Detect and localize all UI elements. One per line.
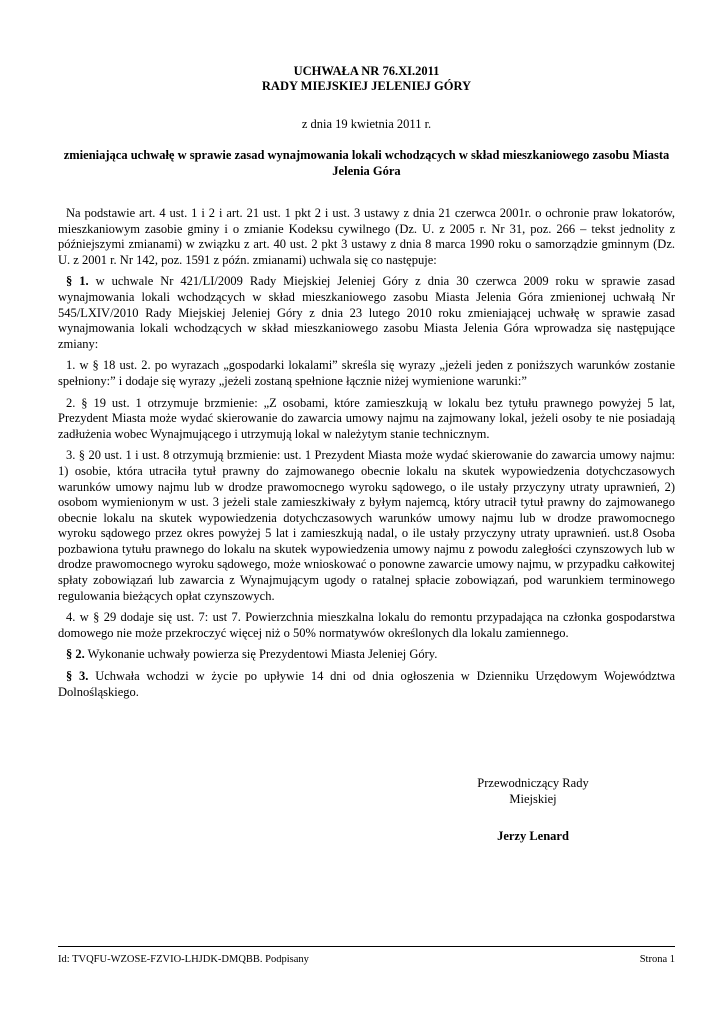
resolution-subject: zmieniająca uchwałę w sprawie zasad wynajmowania lokali wchodzących w skład mieszkaniowego zasobu Miasta Jelenia Góra (63, 148, 670, 178)
footer-divider (58, 946, 675, 947)
paragraph-2-text: Wykonanie uchwały powierza się Prezydentowi Miasta Jeleniej Góry. (87, 647, 438, 662)
paragraph-2-mark: § 2. (66, 647, 85, 662)
page-number: Strona 1 (639, 954, 675, 965)
resolution-date: z dnia 19 kwietnia 2011 r. (301, 117, 432, 131)
intro-paragraph: Na podstawie art. 4 ust. 1 i 2 i art. 21 ust. 1 pkt 2 i ust. 3 ustawy z dnia 21 czerwca 2001r. o ochronie praw lokatorów, mieszkaniowym zasobie gminy i o zmianie Kodeksu cywilnego (Dz. U. z 2005 r. Nr 31, poz. 266 – tekst jednolity z późniejszymi zmianami) w związku z art. 40 ust. 2 pkt 3 ustawy z dnia 8 marca 1990 roku o samorządzie gminnym (Dz. U. z 2001 r. Nr 142, poz. 1591 z późn. zmianami) uchwala się co następuje: (58, 206, 675, 267)
paragraph-3-text: Uchwała wchodzi w życie po upływie 14 dni od dnia ogłoszenia w Dzienniku Urzędowym Województwa Dolnośląskiego. (58, 669, 676, 699)
title-line-1: UCHWAŁA NR 76.XI.2011 (293, 64, 440, 78)
paragraph-2 (58, 647, 675, 663)
paragraph-3 (58, 669, 675, 700)
paragraph-3-mark: § 3. (66, 669, 89, 684)
paragraph-1 (58, 274, 675, 352)
amendment-item-2: 2. § 19 ust. 1 otrzymuje brzmienie: „Z osobami, które zamieszkują w lokalu bez tytułu prawnego powyżej 5 lat, Prezydent Miasta może wydać skierowanie do zawarcia umowy najmu na zajmowany lokal, jeżeli osoby te nie posiadają zadłużenia wobec Wynajmującego i utrzymują lokal w należytym stanie technicznym. (58, 395, 675, 441)
signatory-role-line-1: Przewodniczący Rady (477, 776, 589, 790)
resolution-title (58, 64, 675, 94)
amendment-item-4: 4. w § 29 dodaje się ust. 7: ust 7. Powierzchnia mieszkalna lokalu do remontu przypadająca na członka gospodarstwa domowego nie może przekroczyć więcej niż o 50% normatywów określonych dla lokalu zamiennego. (58, 610, 675, 640)
paragraph-1-mark: § 1. (66, 274, 89, 289)
title-line-2: RADY MIEJSKIEJ JELENIEJ GÓRY (261, 79, 472, 93)
signatory-name: Jerzy Lenard (497, 829, 569, 844)
document-page (58, 0, 675, 1024)
document-id: Id: TVQFU-WZOSE-FZVIO-LHJDK-DMQBB. Podpisany (58, 954, 309, 965)
signatory-role-line-2: Miejskiej (509, 791, 557, 806)
paragraph-1-text: w uchwale Nr 421/LI/2009 Rady Miejskiej Jeleniej Góry z dnia 30 czerwca 2009 roku w sprawie zasad wynajmowania lokali wchodzących w skład mieszkaniowego zasobu Miasta Jelenia Góra zmienionej uchwałą Nr 545/LXIV/2010 Rady Miejskiej Jeleniej Góry z dnia 23 lutego 2010 roku zmieniającej uchwałę w sprawie zasad wynajmowania lokali wchodzących w skład mieszkaniowego zasobu Miasta Jelenia Góra wprowadza się następujące zmiany: (58, 274, 676, 351)
amendment-item-3: 3. § 20 ust. 1 i ust. 8 otrzymują brzmienie: ust. 1 Prezydent Miasta może wydać skierowanie do zawarcia umowy najmu: 1) osobie, która utraciła tytuł prawny do zajmowanego obecnie lokalu na skutek wypowiedzenia dotychczasowych warunków umowy najmu lub w drodze prawomocnego wyroku sądowego, o ile ustały przyczyny utraty uprawnień, 2) osobom wymienionym w ust. 3 jeżeli stale zamieszkiwały z byłym najemcą, który utracił tytuł prawny do zajmowanego obecnie lokalu na skutek wypowiedzenia dotychczasowych warunków umowy najmu lub w drodze prawomocnego wyroku sądowego przez okres powyżej 5 lat i zamieszkują nadal, o ile ustały przyczyny utraty uprawnień. ust.8 Osoba pozbawiona tytułu prawnego do lokalu na skutek wypowiedzenia umowy najmu z powodu zaległości czynszowych lub w drodze prawomocnego wyroku sądowego, może wnioskować o ponowne zawarcie umowy najmu, w przypadku całkowitej spłaty zobowiązań lub zawarcia z Wynajmującym ugody o ratalnej spłacie zobowiązań, pod warunkiem terminowego regulowania bieżących opłat czynszowych. (58, 448, 675, 603)
signature-block (448, 776, 618, 845)
amendment-item-1: 1. w § 18 ust. 2. po wyrazach „gospodarki lokalami” skreśla się wyrazy „jeżeli jeden z poniższych warunków zostanie spełniony:” i dodaje się wyrazy „jeżeli zostaną spełnione łącznie niżej wymienione warunki:” (58, 358, 675, 388)
resolution-body (58, 206, 675, 706)
